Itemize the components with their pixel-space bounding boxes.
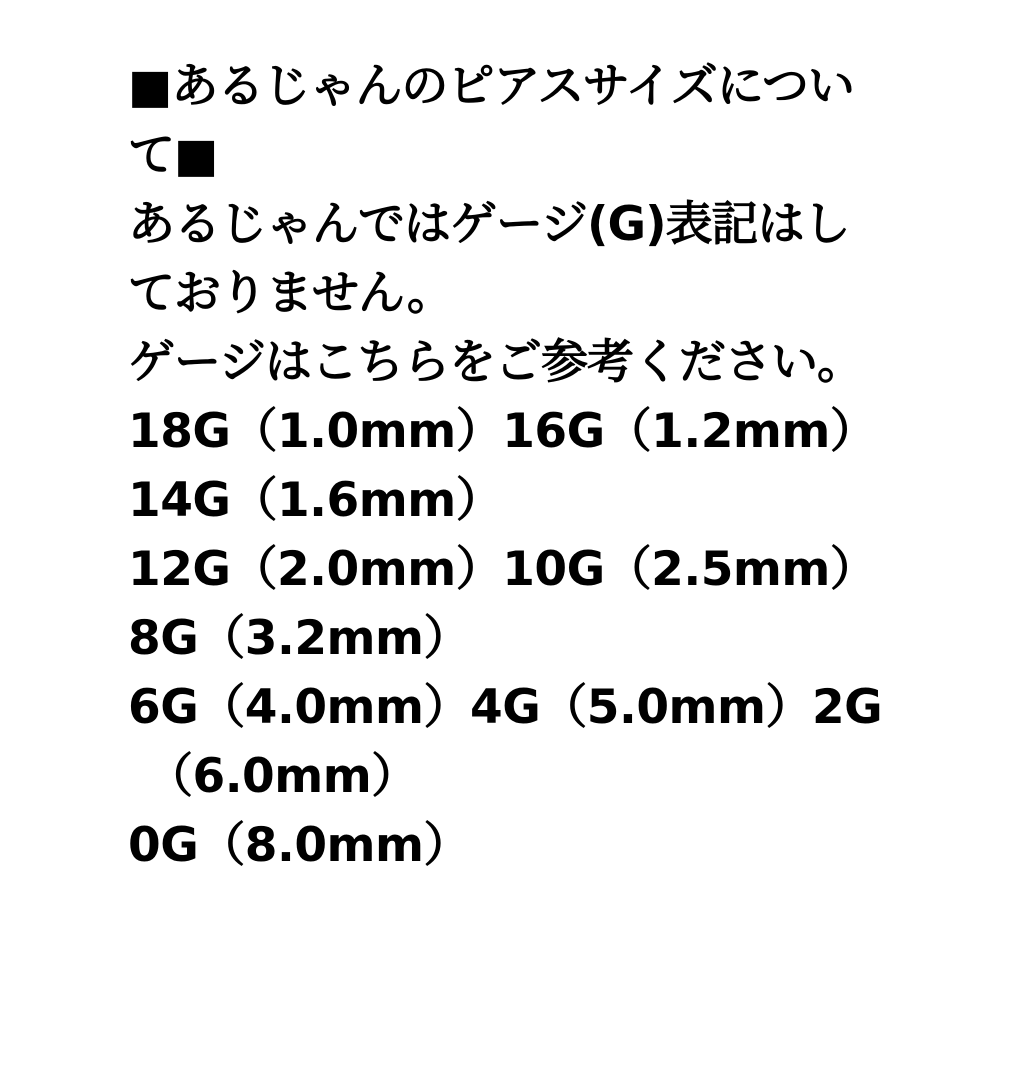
gauge-line: 8G（3.2mm） [128, 611, 470, 666]
gauge-line: （6.0mm） [146, 749, 418, 804]
intro-line-1: あるじゃんではゲージ(G)表記はし [128, 197, 850, 252]
gauge-line: 6G（4.0mm）4G（5.0mm）2G [128, 680, 883, 735]
gauge-line: 12G（2.0mm）10G（2.5mm） [128, 542, 877, 597]
gauge-line: 18G（1.0mm）16G（1.2mm） [128, 404, 877, 459]
gauge-line: 14G（1.6mm） [128, 473, 503, 528]
gauge-line: 0G（8.0mm） [128, 818, 470, 873]
intro-line-2: ておりません。 [128, 266, 453, 321]
intro-block [128, 190, 898, 397]
gauge-list [128, 397, 898, 880]
heading-block [128, 52, 898, 190]
heading-line-2: て■ [128, 128, 218, 183]
intro-line-3: ゲージはこちらをご参考ください。 [128, 335, 864, 390]
heading-line-1: ■あるじゃんのピアスサイズについ [128, 59, 854, 114]
